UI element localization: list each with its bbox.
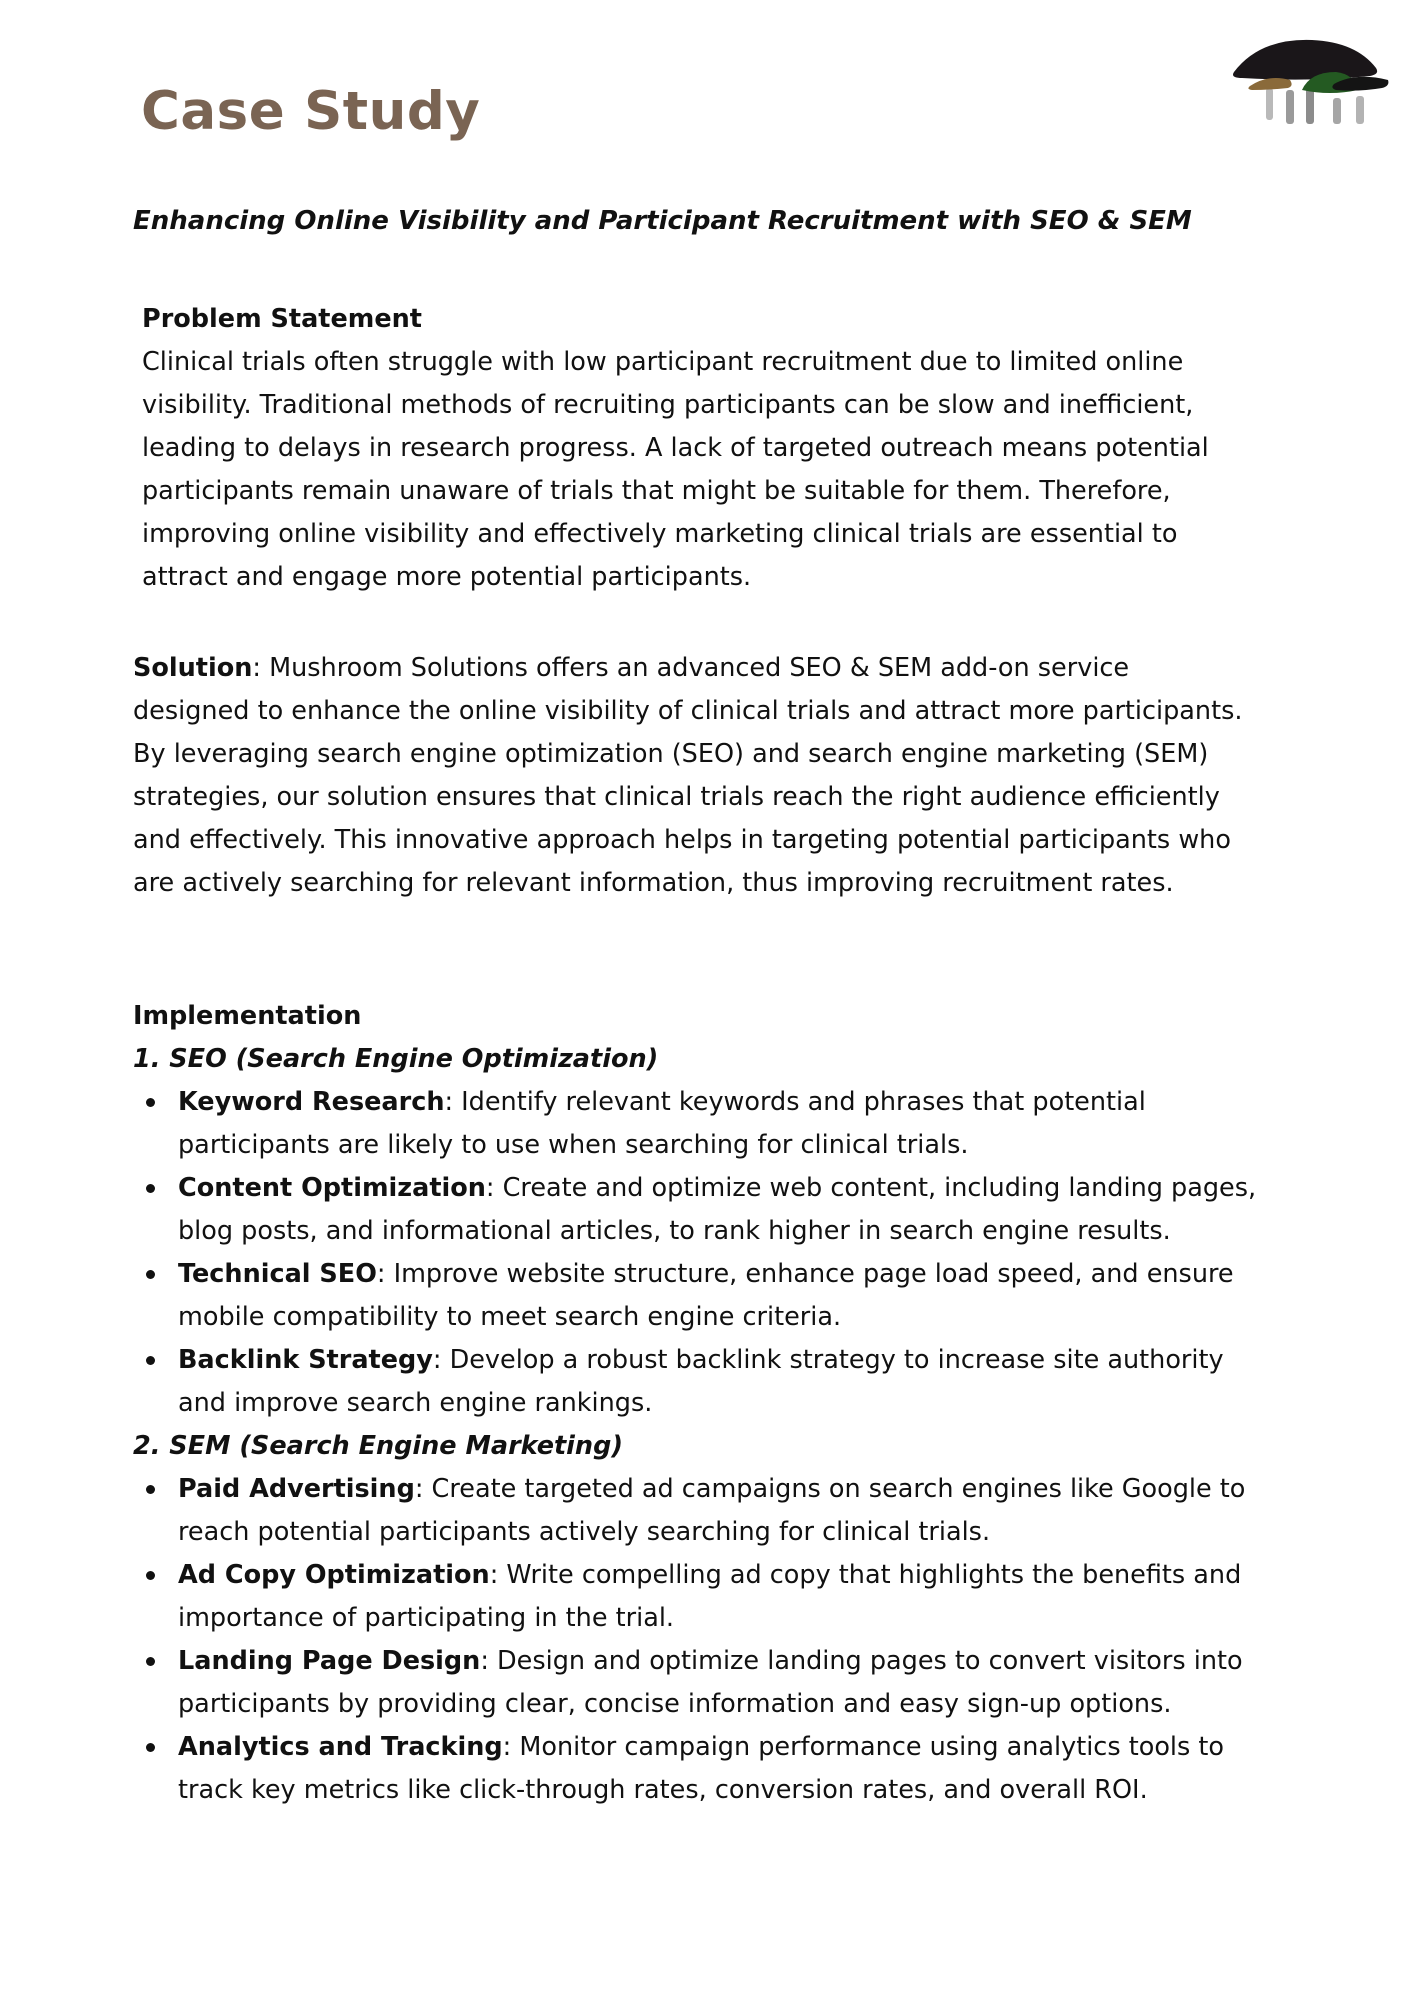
- list-item: [133, 1640, 1273, 1726]
- item-term: Landing Page Design: [178, 1646, 481, 1676]
- solution-section: [133, 647, 1253, 905]
- bullet-icon: [146, 1485, 155, 1494]
- bullet-icon: [146, 1743, 155, 1752]
- sem-subheading: 2. SEM (Search Engine Marketing): [133, 1431, 623, 1461]
- list-item: [133, 1081, 1273, 1167]
- bullet-icon: [146, 1356, 155, 1365]
- list-item: [133, 1726, 1273, 1812]
- item-term: Ad Copy Optimization: [178, 1560, 490, 1590]
- solution-body: : Mushroom Solutions offers an advanced SEO & SEM add-on service designed to enhance the online visibility of clinical trials and attract more participants. By leveraging search engine optimization (SEO) and search engine marketing (SEM) strategies, our solution ensures that clinical trials reach the right audience efficiently and effectively. This innovative approach helps in targeting potential participants who are actively searching for relevant information, thus improving recruitment rates.: [133, 653, 1243, 898]
- item-term: Backlink Strategy: [178, 1345, 433, 1375]
- item-text: : Monitor campaign performance using analytics tools to track key metrics like click-through rates, conversion rates, and overall ROI.: [178, 1732, 1224, 1805]
- solution-label: Solution: [133, 653, 253, 683]
- list-item: [133, 1554, 1273, 1640]
- item-text: : Design and optimize landing pages to convert visitors into participants by providing clear, concise information and easy sign-up options.: [178, 1646, 1243, 1719]
- list-item: [133, 1468, 1273, 1554]
- list-item: [133, 1167, 1273, 1253]
- item-text: : Improve website structure, enhance page load speed, and ensure mobile compatibility to meet search engine criteria.: [178, 1259, 1234, 1332]
- problem-statement-heading: Problem Statement: [142, 304, 422, 334]
- problem-statement-body: Clinical trials often struggle with low participant recruitment due to limited online visibility. Traditional methods of recruiting participants can be slow and inefficient, leading to delays in research progress. A lack of targeted outreach means potential participants remain unaware of trials that might be suitable for them. Therefore, improving online visibility and effectively marketing clinical trials are essential to attract and engage more potential participants.: [142, 347, 1209, 592]
- case-study-subtitle: Enhancing Online Visibility and Participant Recruitment with SEO & SEM: [133, 206, 1192, 236]
- seo-list: [133, 1081, 1273, 1425]
- bullet-icon: [146, 1184, 155, 1193]
- mushroom-logo-icon: [1230, 38, 1390, 138]
- item-term: Paid Advertising: [178, 1474, 415, 1504]
- page-title: Case Study: [141, 81, 481, 142]
- bullet-icon: [146, 1657, 155, 1666]
- problem-statement-section: [142, 298, 1262, 599]
- item-term: Technical SEO: [178, 1259, 377, 1289]
- item-text: : Develop a robust backlink strategy to increase site authority and improve search engine rankings.: [178, 1345, 1224, 1418]
- item-term: Content Optimization: [178, 1173, 486, 1203]
- implementation-heading: Implementation: [133, 1001, 362, 1031]
- sem-list: [133, 1468, 1273, 1812]
- seo-subheading: 1. SEO (Search Engine Optimization): [133, 1044, 659, 1074]
- list-item: [133, 1339, 1273, 1425]
- list-item: [133, 1253, 1273, 1339]
- implementation-section: [133, 995, 1273, 1812]
- bullet-icon: [146, 1571, 155, 1580]
- bullet-icon: [146, 1270, 155, 1279]
- item-term: Keyword Research: [178, 1087, 445, 1117]
- item-text: : Identify relevant keywords and phrases that potential participants are likely to use when searching for clinical trials.: [178, 1087, 1146, 1160]
- item-term: Analytics and Tracking: [178, 1732, 503, 1762]
- item-text: : Create targeted ad campaigns on search engines like Google to reach potential participants actively searching for clinical trials.: [178, 1474, 1246, 1547]
- item-text: : Create and optimize web content, including landing pages, blog posts, and informational articles, to rank higher in search engine results.: [178, 1173, 1257, 1246]
- bullet-icon: [146, 1098, 155, 1107]
- item-text: : Write compelling ad copy that highlights the benefits and importance of participating in the trial.: [178, 1560, 1242, 1633]
